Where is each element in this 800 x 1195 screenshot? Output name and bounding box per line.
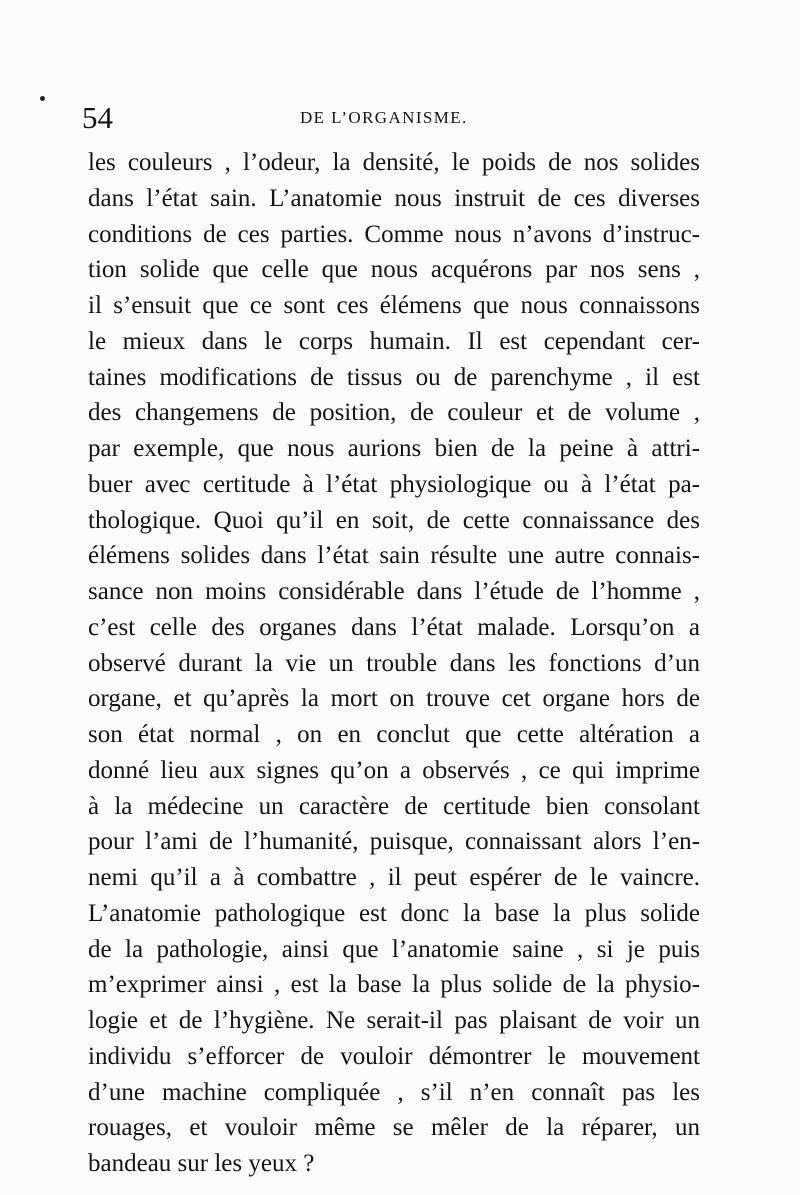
text-line: les couleurs , l’odeur, la densité, le poids de nos solides	[88, 149, 700, 176]
running-head: DE L’ORGANISME.	[300, 108, 468, 127]
text-line: observé durant la vie un trouble dans les fonctions d’un	[88, 649, 700, 677]
text-line: m’exprimer ainsi , est la base la plus solide de la physio-	[88, 971, 700, 999]
text-line: tion solide que celle que nous acquérons par nos sens ,	[88, 256, 700, 284]
text-line: logie et de l’hygiène. Ne serait-il pas plaisant de voir un	[88, 1007, 700, 1034]
text-line: des changemens de position, de couleur et de volume ,	[88, 399, 700, 427]
text-line: bandeau sur les yeux ?	[88, 1150, 315, 1177]
text-line: conditions de ces parties. Comme nous n’avons d’instruc-	[88, 220, 700, 248]
text-line: élémens solides dans l’état sain résulte une autre connais-	[88, 542, 700, 570]
text-line: L’anatomie pathologique est donc la base la plus solide	[88, 899, 700, 927]
text-line: de la pathologie, ainsi que l’anatomie saine , si je puis	[88, 935, 700, 963]
text-line: individu s’efforcer de vouloir démontrer le mouvement	[88, 1042, 700, 1070]
text-line: taines modifications de tissus ou de parenchyme , il est	[88, 363, 700, 391]
text-line: par exemple, que nous aurions bien de la peine à attri-	[88, 435, 700, 462]
page-header	[0, 98, 800, 138]
text-line: thologique. Quoi qu’il en soit, de cette connaissance des	[88, 506, 700, 534]
text-line: son état normal , on en conclut que cette altération a	[88, 721, 700, 748]
text-line: d’une machine compliquée , s’il n’en connaît pas les	[88, 1078, 700, 1106]
body-text	[88, 145, 700, 1182]
text-line: pour l’ami de l’humanité, puisque, connaissant alors l’en-	[88, 828, 700, 856]
text-line: organe, et qu’après la mort on trouve cet organe hors de	[88, 685, 700, 713]
page-number: 54	[82, 100, 113, 135]
text-line: le mieux dans le corps humain. Il est cependant cer-	[88, 327, 700, 355]
text-line: dans l’état sain. L’anatomie nous instruit de ces diverses	[88, 184, 700, 212]
text-line: à la médecine un caractère de certitude bien consolant	[88, 792, 700, 820]
text-line: rouages, et vouloir même se mêler de la réparer, un	[88, 1114, 700, 1142]
text-line: il s’ensuit que ce sont ces élémens que nous connaissons	[88, 292, 700, 319]
text-line: donné lieu aux signes qu’on a observés , ce qui imprime	[88, 756, 700, 784]
text-line: nemi qu’il a à combattre , il peut espérer de le vaincre.	[88, 864, 700, 891]
text-line: sance non moins considérable dans l’étude de l’homme ,	[88, 578, 700, 605]
text-line: c’est celle des organes dans l’état malade. Lorsqu’on a	[88, 613, 700, 641]
text-line: buer avec certitude à l’état physiologique ou à l’état pa-	[88, 470, 700, 498]
